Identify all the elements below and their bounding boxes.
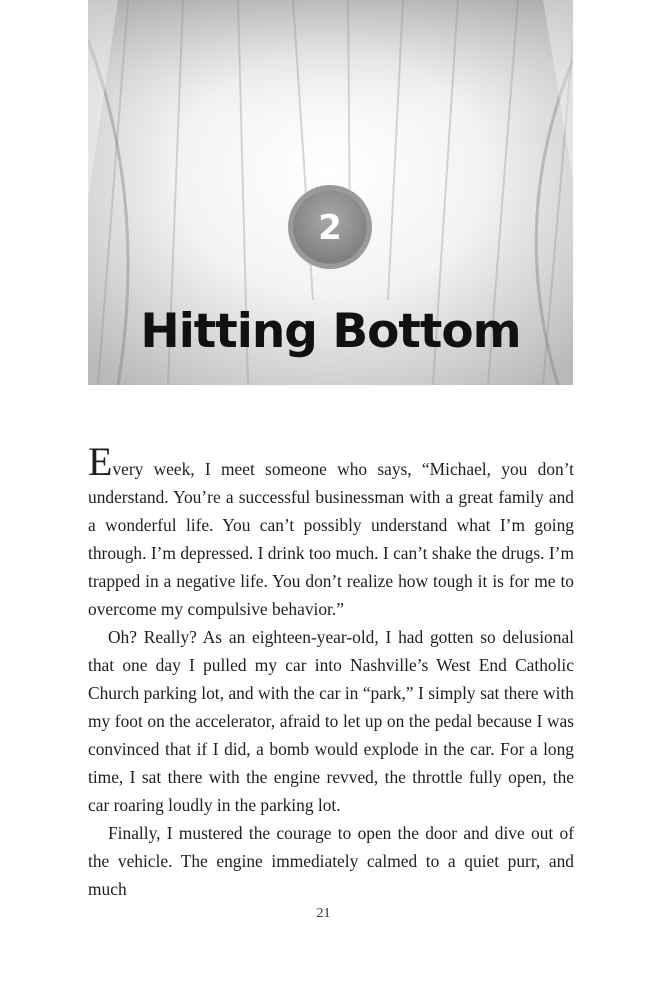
chapter-header-banner bbox=[88, 0, 573, 385]
drop-cap: E bbox=[88, 439, 113, 484]
chapter-title: Hitting Bottom bbox=[140, 304, 521, 359]
chapter-number: 2 bbox=[318, 208, 342, 248]
chapter-body-text bbox=[88, 439, 574, 903]
paragraph-1 bbox=[88, 439, 574, 623]
chapter-number-badge bbox=[293, 190, 367, 264]
page-number: 21 bbox=[316, 906, 331, 921]
paragraph-1-text: very week, I meet someone who says, “Michael, you don’t understand. You’re a successful businessman with a great family and a wonderful life. You can’t possibly understand what I’m going through. I’m depressed. I drink too much. I can’t shake the drugs. I’m trapped in a negative life. You don’t realize how tough it is for me to overcome my compulsive behavior.” bbox=[88, 459, 574, 619]
paragraph-2: Oh? Really? As an eighteen-year-old, I had gotten so delusional that one day I pulled my car into Nashville’s West End Catholic Church parking lot, and with the car in “park,” I simply sat there with my foot on the accelerator, afraid to let up on the pedal because I was convinced that if I did, a bomb would explode in the car. For a long time, I sat there with the engine revved, the throttle fully open, the car roaring loudly in the parking lot. bbox=[88, 627, 574, 815]
paragraph-3: Finally, I mustered the courage to open the door and dive out of the vehicle. The engine immediately calmed to a quiet purr, and much bbox=[88, 823, 574, 899]
